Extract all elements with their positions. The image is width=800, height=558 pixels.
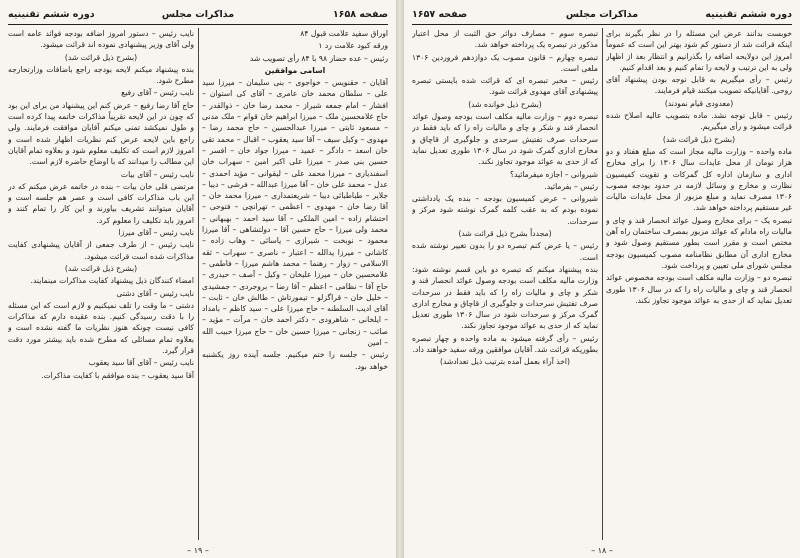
paragraph: رئیس – عده حضار ۹۸ با ۸۴ رأی تصویب شد (249, 53, 388, 63)
paragraph: مرتضی قلی خان بیات – بنده در خاتمه عرض میکنم که در این باب مذاکرات کافی است و عصر هم جلسه است و آقایان میتوانند تشریف بیاورند و این کار را تمام کنند و امروز باید تکلیف را معلوم کرد. (8, 181, 194, 225)
paragraph: شیروانی – اجازه میفرمائید؟ (509, 169, 598, 179)
paragraph: تبصره یک – برای مخارج وصول عوائد انحصار قند و چای و مالیات راه مادام که عوائد مزبور بمصرف ساختمان راه آهن مختص است و مقرر است بطور مستقیم وصول شود و مخارج اداری آن مطابق نظامنامه مصوب کمیسیون بودجه مجلس شورای ملی تعیین و پرداخت شود. (606, 215, 792, 270)
paragraph: نایب رئیس – آقای آقا سید یعقوب (88, 358, 194, 368)
paragraph: امضاء کنندگان ذیل پیشنهاد کفایت مذاکرات مینمایند. (30, 276, 194, 286)
paragraph: بنده پیشنهاد میکنم که تبصره دو باین قسم نوشته شود: وزارت مالیه مکلف است بودجه وصول عوائد انحصار قند و شکر و چای و مالیات راه را که باید فقط در سرحدات صرف تفتیش سرحدات و جلوگیری از قاچاق و مخارج اداری گمرک مرکز و سرحدات شود در سال ۱۳۰۶ طوری تعدیل نماید که از حدی به عوائد موجود تجاوز نکند. (412, 264, 598, 331)
paragraph: رئیس – قابل توجه نشد. ماده بتصویب عالیه اصلاح شده قرائت میشود و رأی میگیریم. (606, 111, 792, 132)
paragraph: آقا سید یعقوب – بنده موافقم با کفایت مذاکرات. (41, 370, 194, 380)
right-page-footer: – ۱۸ – (591, 546, 613, 555)
paragraph: آقایان – حقنویس – خواجوی – بنی سلیمان – میرزا سید علی – سلطان محمد خان عامری – آقای کی استوان – افشار – امام جمعه شیراز – محمد رضا خان – ذوالقدر – حاج غلامحسین ملک – میرزا ابراهیم خان قوام – ملک مدنی – مسعود ثابتی – میرزا عبدالحسین – حاج محمد رضا – مهدوی – وکیل سیف – آقا سید یعقوب – اقبال – محمد تقی خان اسعد – دادگر – عمید – میرزا جواد خان – افسر – حسین بنی صدر – میرزا علی اکبر امین – سهراب خان اسفندیاری – میرزا محمد علی – لیقوانی – مؤید احمدی – عدل – محمد علی خان – آقا میرزا عبدالله – فرشی – دیبا – جلایر – طباطبائی دیبا – شریعتمداری – میرزا محمد خان – آقا رضا خان – مهدوی – اعظمی – تهرانچی – فتوحی – احتشام زاده – امین الملکی – آقا سید احمد – بهبهانی – محمد ولی میرزا – حاج حسین آقا – دولتشاهی – آقا میرزا محمود – نوبخت – شیرازی – یاسائی – وهاب زاده – کاشانی – میرزا یدالله – اعتبار – ناصری – سهراب – ثقه الاسلامی – زوار – رهنما – محمد هاشم میرزا – فاطمی – غلامحسین خان – میرزا علیخان – وکیل – آصف – حیدری – حاج آقا – نظامی – اعظم – آقا رضا – بروجردی – جمشیدی – خلیل خان – قراگزلو – تیمورتاش – طالش خان – ثابت – آقای ادیب السلطنه – حاج میرزا علی – سید کاظم – بامداد – ایلخانی – شاهرودی – دکتر احمد خان – مرآت – مؤید – صائب – زنجانی – میرزا حسین خان – حاج میرزا حبیب الله – امین (202, 78, 388, 348)
left-page-header (8, 6, 388, 25)
paragraph: رئیس – رأی گرفته میشود به ماده واحده و چهار تبصره بطوریکه قرائت شد. آقایان موافقین ورقه سفید خواهند داد. (412, 333, 598, 355)
paragraph: تبصره دوم – وزارت مالیه مکلف است بودجه وصول عوائد انحصار قند و شکر و چای و مالیات راه را که باید فقط در سرحدات صرف تفتیش سرحدی و جلوگیری از قاچاق و مخارج اداری گمرک شود در سال ۱۳۰۶ طوری تعدیل نماید که از حدی به عوائد موجود تجاوز نکند. (412, 112, 598, 167)
paragraph: خوبست بدانند عرض این مسئله را در نظر بگیرند برای اینکه قرائت شد از دستور کم شود بهتر این است که عموماً امروز این دولایحه اضافه را بگذرانیم و انتظار بعد از اظهار ولی به این ترتیب و لایحه را تمام کنیم و بعد اقدام کنیم. (606, 29, 792, 72)
column-divider (198, 28, 199, 540)
session-label: دوره ششم تقنینیه (705, 9, 792, 20)
paragraph: شیروانی – عرض کمیسیون بودجه – بنده یک یادداشتی نموده بودم که به عقب کلمه گمرک نوشته شود مرکز و سرحدات. (412, 194, 598, 226)
paragraph: (بشرح ذیل قرائت شد) (64, 52, 138, 62)
left-page-footer: – ۱۹ – (187, 546, 209, 555)
book-gutter (396, 0, 404, 558)
page-number-label: صفحه ۱۶۵۸ (332, 9, 388, 20)
paragraph: نایب رئیس – از طرف جمعی از آقایان پیشنهادی کفایت مذاکرات شده است قرائت میشود. (8, 240, 194, 261)
paragraph: (بشرح ذیل قرائت شد) (64, 263, 138, 273)
paragraph: ورقه کبود علامت رد ۱ (318, 41, 388, 51)
paragraph: رئیس – یا عرض کنم تبصره دو را بدون تغییر نوشته شده است. (412, 241, 598, 262)
left-page-left-column (8, 28, 194, 540)
paragraph: بنده پیشنهاد میکنم لایحه بودجه راجع باضافات وزارتخارجه مطرح شود. (8, 64, 194, 86)
paragraph: (بشرح ذیل قرائت شد) (662, 134, 736, 144)
paragraph: نایب رئیس – آقای بیات (120, 169, 194, 179)
paragraph: (بشرح ذیل خوانده شد) (468, 99, 542, 109)
paragraph: نایب رئیس – آقای رفیع (121, 88, 194, 98)
paragraph: رئیس – جلسه را ختم میکنیم. جلسه آینده روز یکشنبه خواهد بود. (202, 350, 388, 371)
paragraph: رئیس – بفرمائید. (544, 181, 598, 191)
paragraph: (مجدداً بشرح ذیل قرائت شد) (458, 229, 552, 239)
left-page-columns (8, 28, 388, 540)
paragraph: ماده واحده – وزارت مالیه مجاز است که مبلغ هفتاد و دو هزار تومان از محل عایدات سال ۱۳۰۶ را برای مخارج اداری و سازمان اداره کل گمرکات و تقویت کمیسیون نظارت و مخارج و وسائل لازمه در حدود بودجه مصوب ۱۳۰۶ مصرف نماید و مبلغ مزبور از محل عایدات مالیات غیر مستقیم پرداخته خواهد شد. (606, 146, 792, 213)
left-page-right-column (202, 28, 388, 540)
paragraph: (اخذ آراء بعمل آمده بترتیب ذیل تعدادشد) (439, 357, 571, 367)
session-label: دوره ششم تقنینیه (8, 9, 95, 20)
paragraph: نایب رئیس – آقای دشتی (116, 288, 194, 298)
paragraph: حاج آقا رضا رفیع – عرض کنم این پیشنهاد من برای این بود که چون در این لایحه تقریباً مذاکرات خاتمه پیدا کرده است و طول نمیکشد تمنی میکنم آقایان موافقت فرمایند. ولی راجع باین لایحه عرض کنم نظریات اظهار شده است و امروز لازم است که تکلیف معلوم شود و بعلاوه تمام آقایان این مطالب را میدانند که با اوضاع حاضره لازم است. (8, 100, 194, 167)
paragraph: دشتی – ما وقت را تلف نمیکنیم و لازم است که این مسئله را با دقت رسیدگی کنیم. بنده عقیده دارم که مذاکرات کافی نیست چونکه هنوز نظریات ما گفته نشده است و بعلاوه تمام مسائلی که مطرح شده باید بیشتر مورد دقت قرار گیرد. (8, 300, 194, 356)
paragraph: نایب رئیس – دستور امروز اضافه بودجه فوائد عامه است ولی آقای وزیر پیشنهادی نموده اند قرائت میشود. (8, 29, 194, 50)
paragraph: اسامی موافقین (264, 65, 326, 75)
column-divider (602, 28, 603, 540)
paragraph: نایب رئیس – آقای میرزا (118, 228, 194, 238)
paragraph: تبصره سوم – مصارف دوائر حق الثبت از محل اعتبار مذکور در تبصره یک پرداخته خواهد شد. (412, 29, 598, 50)
paragraph: رئیس – رأی میگیریم به قابل توجه بودن پیشنهاد آقای روحی. آقایانیکه تصویب میکنند قیام فرمایند. (606, 75, 792, 96)
paragraph: (معدودی قیام نمودند) (664, 98, 734, 108)
left-page (0, 0, 396, 558)
page-number-label: صفحه ۱۶۵۷ (412, 9, 468, 20)
paragraph: تبصره چهارم – قانون مصوب یک دوازدهم فروردین ۱۳۰۶ ملغی است. (412, 52, 598, 73)
right-page-columns (412, 28, 792, 540)
right-page-header (412, 6, 792, 25)
running-title: مذاکرات مجلس (161, 9, 235, 20)
paragraph: رئیس – مخبر تبصره ای که قرائت شده بایستی تبصره پیشنهادی آقای مهدوی قرائت شود. (412, 76, 598, 97)
right-page (404, 0, 800, 558)
paragraph: اوراق سفید علامت قبول ۸۴ (300, 29, 388, 38)
right-page-right-column (606, 28, 792, 540)
paragraph: تبصره دو – وزارت مالیه مکلف است بودجه مخصوص عوائد انحصار قند و چای و مالیات راه را که در سال ۱۳۰۶ طوری تعدیل نماید که از حدی به عوائد موجود تجاوز نکند. (606, 273, 792, 305)
running-title: مذاکرات مجلس (565, 9, 639, 20)
right-page-left-column (412, 28, 598, 540)
